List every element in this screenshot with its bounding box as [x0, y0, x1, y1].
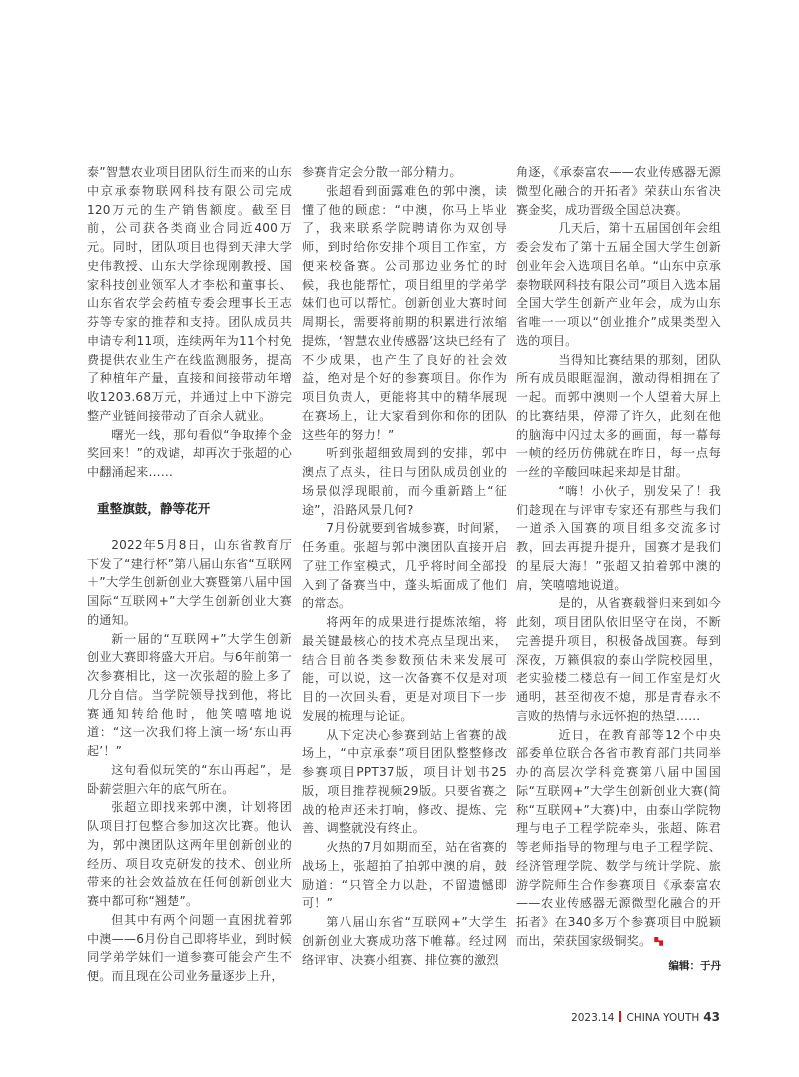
paragraph [302, 726, 507, 839]
paragraph [87, 911, 292, 986]
paragraph-text: 泰”智慧农业项目团队衍生而来的山东中京承泰物联网科技有限公司完成120万元的生产销售额度。截至目前，公司获各类商业合同近400万元。同时，团队项目也得到天津大学史伟教授、山东大学徐现刚教授、国家科技创业领军人才李松和董事长、山东省农学会药植专委会理事长王志芬等专家的推荐和支持。团队成员共申请专利11项，连续两年为11个村免费提供农业生产在线监测服务，提高了种植年产量，直接和间接带动年增收1203.68万元，并通过上中下游完整产业链间接带动了百余人就业。 [87, 165, 292, 423]
paragraph-text: 是的，从省赛载誉归来到如今此刻，项目团队依旧坚守在岗，不断完善提升项目，积极备战国赛。每到深夜，万籁俱寂的泰山学院校园里，老实验楼二楼总有一间工作室是灯火通明，甚至彻夜不熄，那是青春永不言败的热情与永远怀抱的热望…… [516, 596, 721, 723]
end-mark-icon [654, 937, 663, 946]
paragraph [516, 163, 721, 219]
paragraph-text: 但其中有两个问题一直困扰着郭中澳——6月份自己即将毕业，到时候同学弟学妹们一道参赛可能会产生不便。而且现在公司业务量逐步上升， [87, 912, 292, 983]
paragraph [516, 351, 721, 482]
article-column-3 [516, 163, 721, 975]
paragraph-text: 近日，在教育部等12个中央部委单位联合各省市教育部门共同举办的高层次学科竞赛第八届中国国际“互联网+”大学生创新创业大赛(简称“互联网+”大赛)中，由泰山学院物理与电子工程学院牵头，张超、陈君等老师指导的物理与电子工程学院、经济管理学院、数学与统计学院、旅游学院师生合作参赛项目《承泰富农——农业传感器无源微型化融合的开拓者》在340多万个参赛项目中脱颖而出，荣获国家级铜奖。 [516, 727, 721, 948]
divider [619, 1011, 621, 1022]
page-number: 43 [703, 1010, 720, 1024]
paragraph [87, 426, 292, 482]
paragraph [302, 444, 507, 519]
magazine-name: CHINA YOUTH [626, 1012, 700, 1024]
paragraph-text: 第八届山东省“互联网+”大学生创新创业大赛成功落下帷幕。经过网络评审、决赛小组赛、排位赛的激烈 [302, 915, 507, 967]
paragraph [87, 536, 292, 630]
paragraph [87, 630, 292, 761]
paragraph-text: 听到张超细致周到的安排，郭中澳点了点头，往日与团队成员创业的场景似浮现眼前，而今重新踏上“征途”，沿路风景几何? [302, 446, 507, 517]
paragraph-text: 将两年的成果进行提炼浓缩，将最关键最核心的技术亮点呈现出来，结合目前各类参数预估未来发展可能，可以说，这一次备赛不仅是对项目的一次回头看，更是对项目下一步发展的梳理与论证。 [302, 615, 507, 723]
paragraph-text: 当得知比赛结果的那刻，团队所有成员眼眶湿润，激动得相拥在了一起。而郭中澳则一个人望着大屏上的比赛结果，停滞了许久，此刻在他的脑海中闪过太多的画面，每一幕每一帧的经历仿佛就在昨日，每一点每一丝的辛酸回味起来却是甘甜。 [516, 352, 721, 479]
paragraph [516, 482, 721, 595]
section-heading [97, 500, 292, 518]
paragraph [302, 163, 507, 182]
paragraph [302, 913, 507, 969]
paragraph-text: 曙光一线，那句看似“争取捧个金奖回来！”的戏谑，却再次于张超的心中翻涌起来…… [87, 427, 292, 479]
paragraph [87, 163, 292, 426]
paragraph [302, 838, 507, 913]
paragraph-text: 几天后，第十五届国创年会组委会发布了第十五届全国大学生创新创业年会入选项目名单。“山东中京承泰物联网科技有限公司”项目入选本届全国大学生创新产业年会，成为山东省唯一一项以“创业推介”成果类型入选的项目。 [516, 221, 721, 348]
editor-credit: 编辑：于丹 [668, 959, 721, 972]
paragraph-text: 2022年5月8日，山东省教育厅下发了“建行杯”第八届山东省“互联网＋”大学生创新创业大赛暨第八届中国国际“互联网+”大学生创新创业大赛的通知。 [87, 537, 292, 627]
paragraph [516, 594, 721, 725]
paragraph-text: 重整旗鼓，静等花开 [97, 500, 211, 516]
paragraph [302, 519, 507, 613]
paragraph [516, 219, 721, 350]
paragraph [87, 798, 292, 911]
paragraph [302, 613, 507, 726]
paragraph-text: 从下定决心参赛到站上省赛的战场上，“中京承泰”项目团队整整修改参赛项目PPT37版，项目计划书25版，项目推荐视频29版。只要省赛之战的枪声还未打响，修改、提炼、完善、调整就没有终止。 [302, 727, 507, 836]
paragraph-text: 参赛肯定会分散一部分精力。 [302, 165, 462, 179]
paragraph-text: 张超看到面露难色的郭中澳，读懂了他的顾虑：“中澳，你马上毕业了，我来联系学院聘请你为双创导师，到时给你安排个项目工作室，方便来校备赛。公司那边业务忙的时候，我也能帮忙，项目组里的学弟学妹们也可以帮忙。创新创业大赛时间周期长，需要将前期的积累进行浓缩提炼，‘智慧农业传感器’这块已经有了不少成果，也产生了良好的社会效益，绝对是个好的参赛项目。你作为项目负责人，更能将其中的精华展现在赛场上，让大家看到你和你的团队这些年的努力！” [302, 183, 507, 442]
paragraph-text: 火热的7月如期而至，站在省赛的战场上，张超拍了拍郭中澳的肩，鼓励道：“只管全力以赴，不留遗憾即可！” [302, 840, 507, 911]
page-footer [560, 1010, 720, 1024]
paragraph-text: 7月份就要到省城参赛，时间紧，任务重。张超与郭中澳团队直接开启了驻工作室模式，几乎将时间全部投入到了备赛当中，蓬头垢面成了他们的常态。 [302, 521, 507, 611]
paragraph-text: 张超立即找来郭中澳，计划将团队项目打包整合参加这次比赛。他认为，郭中澳团队这两年里创新创业的经历、项目攻克研发的技术、创业所带来的社会效益放在任何创新创业大赛中都可称“翘楚”。 [87, 800, 292, 908]
article-column-2 [302, 163, 507, 969]
paragraph [516, 726, 721, 951]
paragraph [302, 182, 507, 445]
paragraph-text: 角逐，《承泰富农——农业传感器无源微型化融合的开拓者》荣获山东省决赛金奖，成功晋级全国总决赛。 [516, 165, 721, 217]
paragraph-text: “嗨！小伙子，别发呆了！我们趁现在与评审专家还有那些与我们一道杀入国赛的项目组多交流多讨教，回去再提升提升，国赛才是我们的星辰大海！”张超又拍着郭中澳的肩，笑嘻嘻地说道。 [516, 483, 721, 592]
issue-number: 2023.14 [571, 1012, 615, 1024]
paragraph [87, 761, 292, 799]
article-column-1 [87, 163, 292, 986]
paragraph-text: 新一届的“互联网+”大学生创新创业大赛即将盛大开启。与6年前第一次参赛相比，这一次张超的脸上多了几分自信。当学院领导找到他，将比赛通知转给他时，他笑嘻嘻地说道：“这一次我们将上演一场‘东山再起’！” [87, 631, 292, 758]
paragraph-text: 这句看似玩笑的“东山再起”，是卧薪尝胆六年的底气所在。 [87, 762, 292, 796]
